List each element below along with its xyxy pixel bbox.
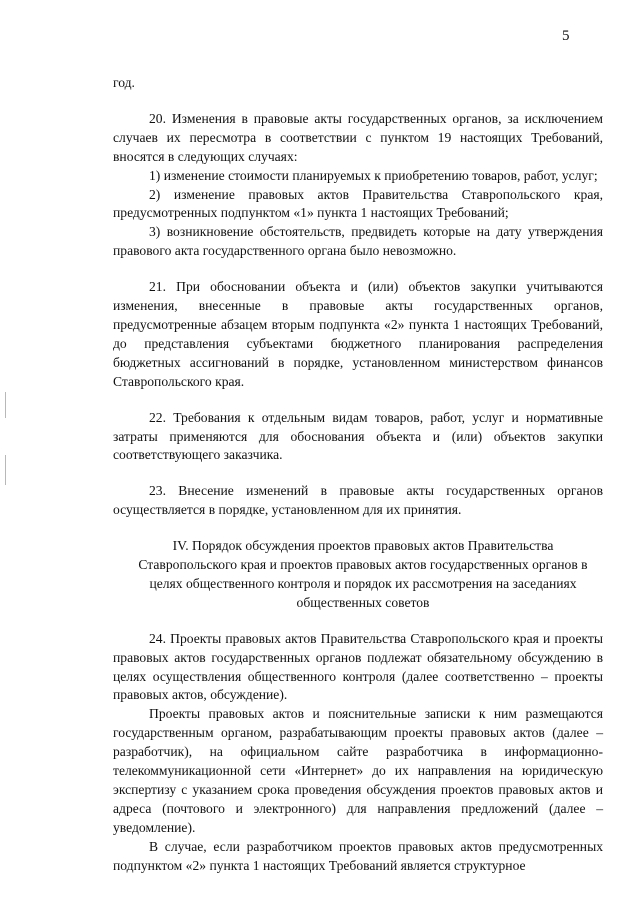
page-number: 5 [562,28,570,44]
paragraph-24-second: Проекты правовых актов и пояснительные записки к ним размещаются государственным органом, разрабатывающим проекты правовых актов (далее – разработчик), на официальном сайте разработчика в информационно-телекоммуникационной сети «Интернет» до их направления на юридическую экспертизу с указанием срока проведения обсуждения проектов правовых актов и адреса (почтового и электронного) для направления предложений (далее – уведомление). [113,706,603,835]
paragraph-20-item-2: 2) изменение правовых актов Правительства Ставропольского края, предусмотренных подпунктом «1» пункта 1 настоящих Требований; [113,186,603,221]
document-body [113,74,603,876]
paragraph-22: 22. Требования к отдельным видам товаров, работ, услуг и нормативные затраты применяются для обоснования объекта и (или) объектов закупки соответствующего заказчика. [113,409,603,463]
paragraph-20: 20. Изменения в правовые акты государственных органов, за исключением случаев их пересмотра в соответствии с пунктом 19 настоящих Требований, вносятся в следующих случаях: [113,110,603,164]
paragraph-23: 23. Внесение изменений в правовые акты государственных органов осуществляется в порядке, установленном для их принятия. [113,483,603,518]
paragraph-24-third: В случае, если разработчиком проектов правовых актов предусмотренных подпунктом «2» пункта 1 настоящих Требований является структурное [113,838,603,873]
scan-margin-mark [5,392,6,418]
paragraph-21: 21. При обосновании объекта и (или) объектов закупки учитываются изменения, внесенные в правовые акты государственных органов, предусмотренные абзацем вторым подпункта «2» пункта 1 настоящих Требований, до представления субъектами бюджетного планирования распределения бюджетных ассигнований в порядке, установленном министерством финансов Ставропольского края. [113,279,603,389]
paragraph-20-item-3: 3) возникновение обстоятельств, предвидеть которые на дату утверждения правового акта государственного органа было невозможно. [113,224,603,259]
scan-margin-mark [5,455,6,485]
paragraph-continuation: год. [113,75,135,90]
paragraph-24: 24. Проекты правовых актов Правительства Ставропольского края и проекты правовых актов государственных органов подлежат обязательному обсуждению в целях осуществления общественного контроля (далее соответственно – проекты правовых актов, обсуждение). [113,630,603,703]
section-heading-iv: IV. Порядок обсуждения проектов правовых актов Правительства Ставропольского края и проектов правовых актов государственных органов в целях общественного контроля и порядок их рассмотрения на заседаниях общественных советов [138,538,588,610]
paragraph-20-item-1: 1) изменение стоимости планируемых к приобретению товаров, работ, услуг; [149,167,598,183]
